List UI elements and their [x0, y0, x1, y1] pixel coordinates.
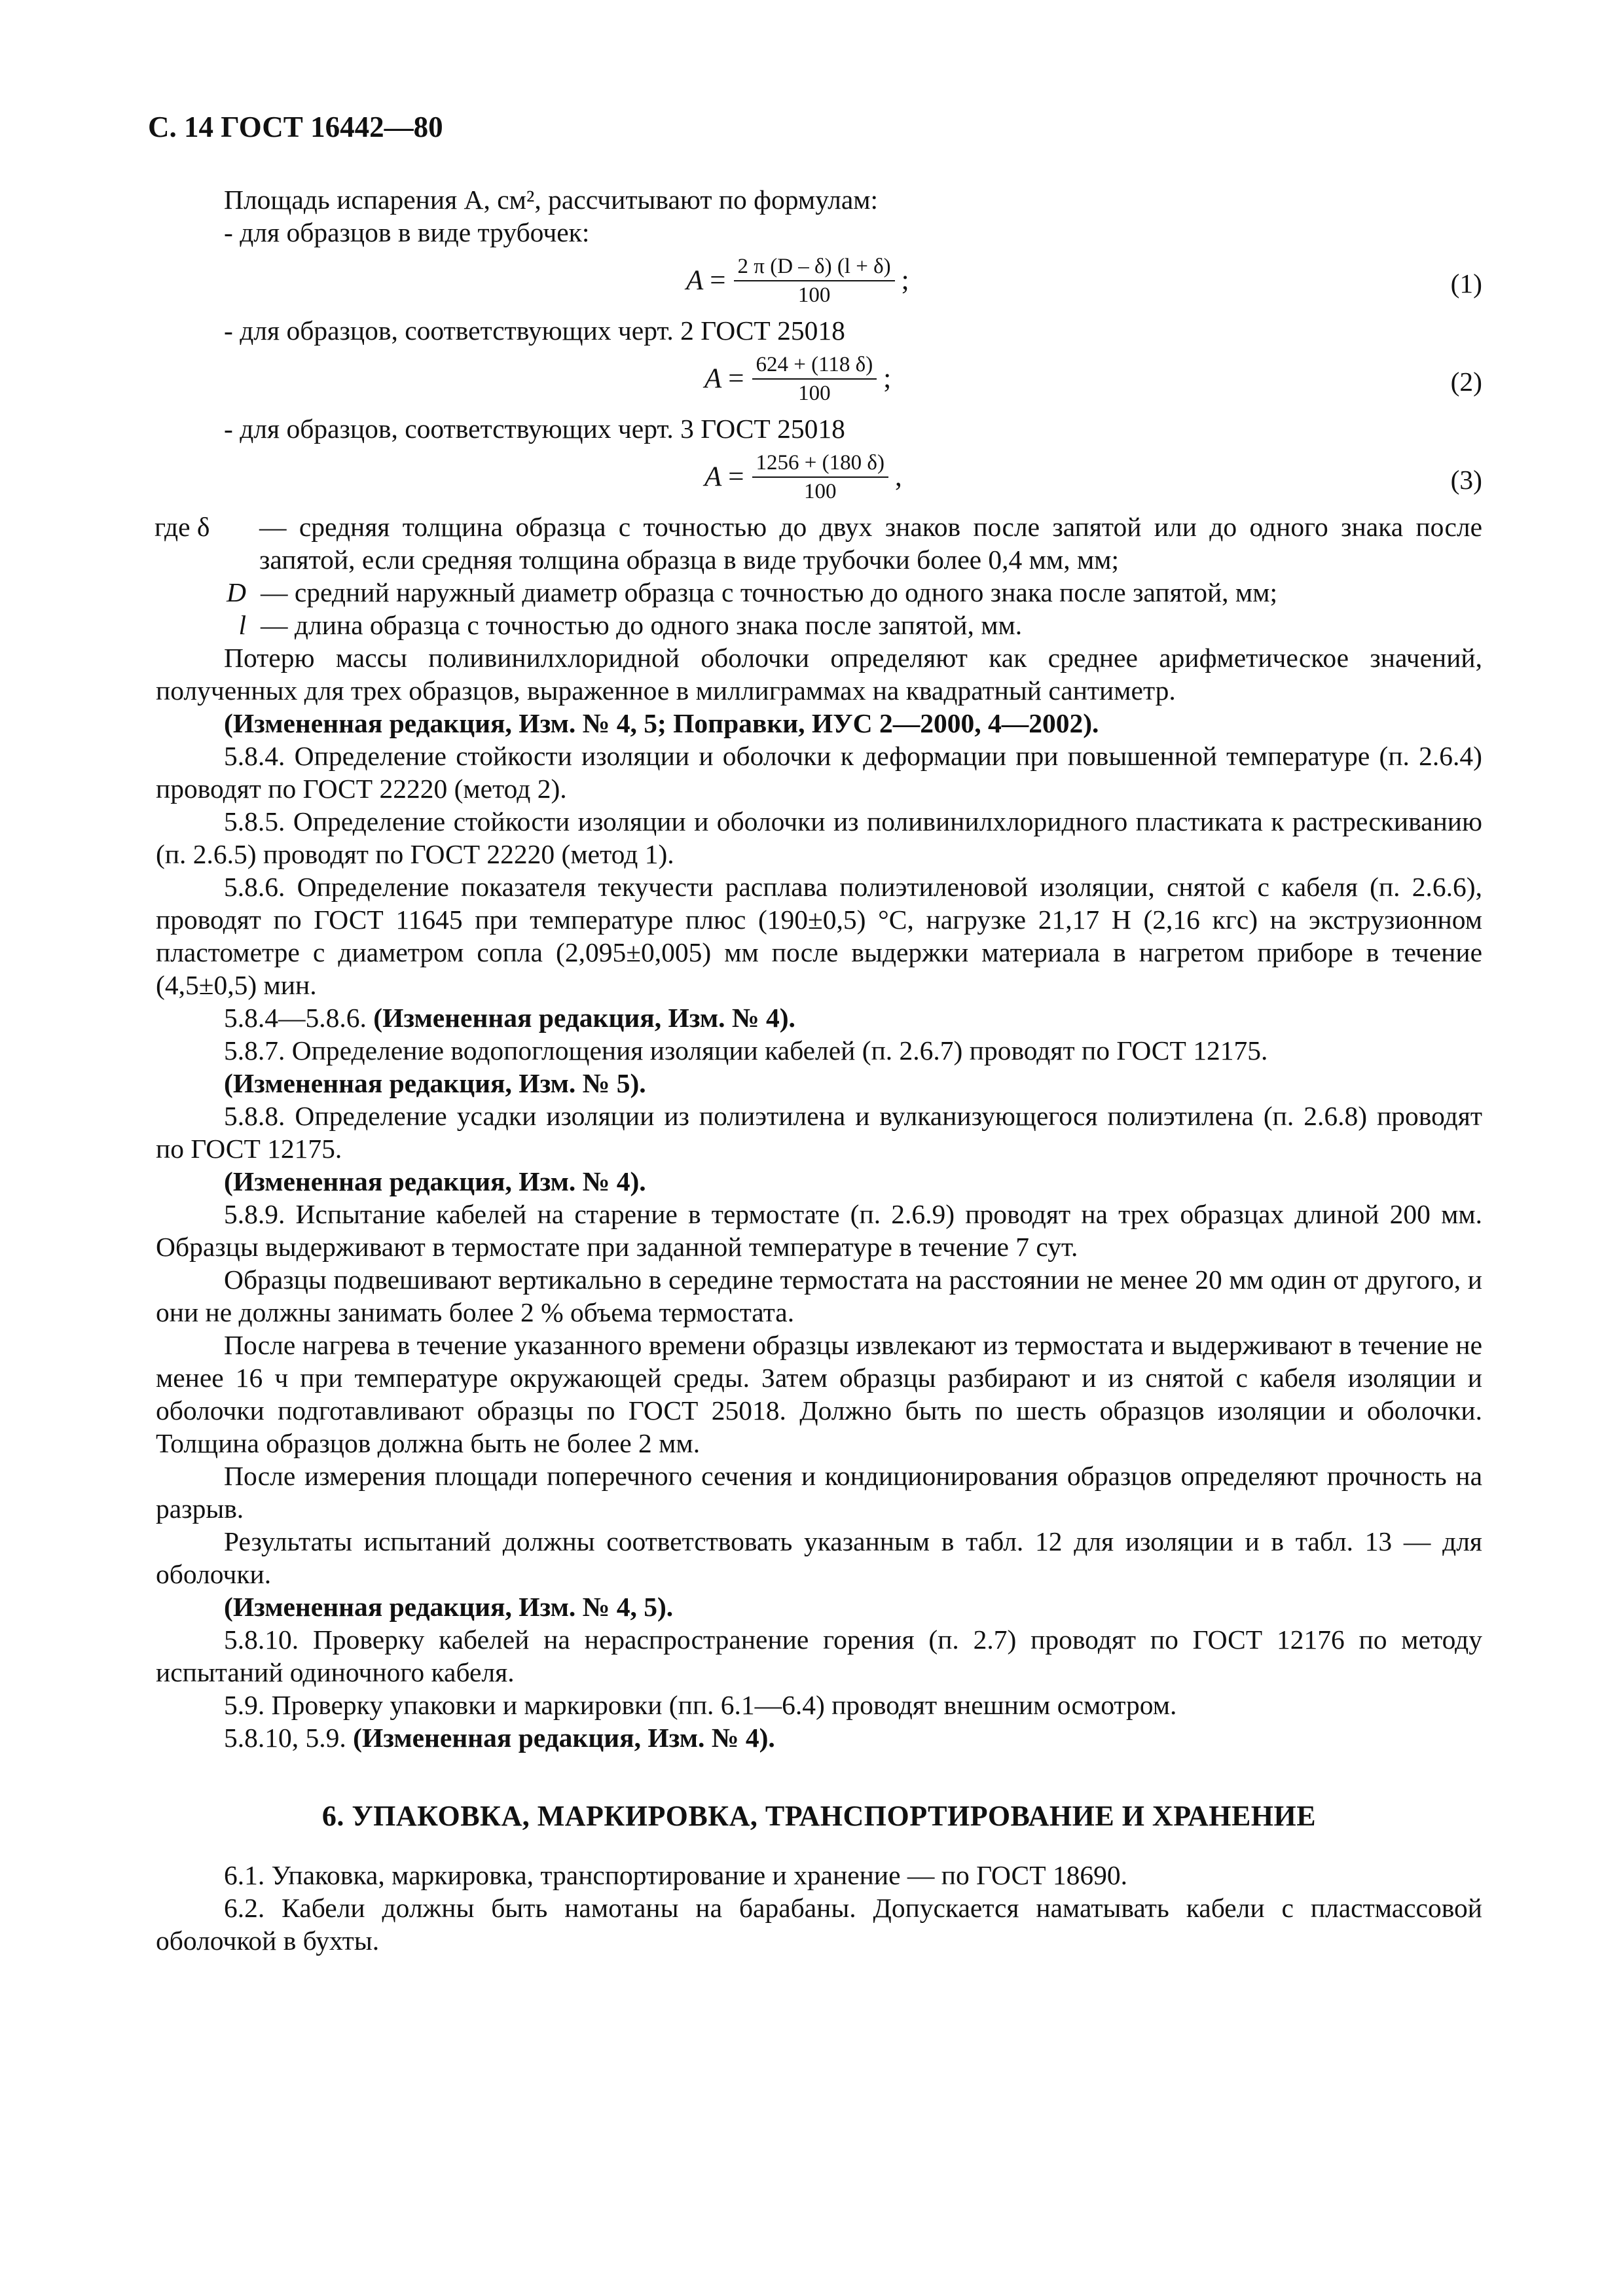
formula-number: (3): [1450, 465, 1482, 495]
definition-text: — длина образца с точностью до одного знака после запятой, мм.: [261, 610, 1023, 640]
paragraphs: [156, 641, 1482, 1754]
amendment-note: (Измененная редакция, Изм. № 4).: [224, 1166, 646, 1196]
clause-ref: 5.8.10, 5.9.: [224, 1723, 354, 1753]
definition-text: — средняя толщина образца с точностью до двух знаков после запятой или до одного знака после запятой, если средняя толщина образца в виде трубочки более 0,4 мм, мм;: [259, 512, 1482, 575]
formula-1: [156, 249, 1482, 314]
amendment-note: (Измененная редакция, Изм. № 4).: [373, 1003, 795, 1033]
definition-text: — средний наружный диаметр образца с точностью до одного знака после запятой, мм;: [261, 577, 1277, 607]
formula-eq: =: [710, 265, 726, 296]
formula-number: (1): [1450, 268, 1482, 298]
definitions: [156, 511, 1482, 641]
formula-3: [156, 445, 1482, 511]
paragraph: Образцы подвешивают вертикально в середине термостата на расстоянии не менее 20 мм один от другого, и они не должны занимать более 2 % объема термостата.: [156, 1265, 1482, 1327]
paragraph: 5.8.10. Проверку кабелей на нераспространение горения (п. 2.7) проводят по ГОСТ 12176 по методу испытаний одиночного кабеля.: [156, 1624, 1482, 1687]
paragraph: После нагрева в течение указанного времени образцы извлекают из термостата и выдерживают в течение не менее 16 ч при температуре окружающей среды. Затем образцы разбирают и из снятой с кабеля изоляции и оболочки подготавливают образцы по ГОСТ 25018. Должно быть по шесть образцов изоляции и оболочки. Толщина образцов должна быть не более 2 мм.: [156, 1330, 1482, 1458]
formula-lhs: A: [704, 363, 722, 394]
list-item: - для образцов, соответствующих черт. 2 ГОСТ 25018: [224, 315, 845, 346]
paragraph: 5.9. Проверку упаковки и маркировки (пп. 6.1—6.4) проводят внешним осмотром.: [224, 1690, 1177, 1720]
paragraph: 5.8.9. Испытание кабелей на старение в термостате (п. 2.6.9) проводят на трех образцах длиной 200 мм. Образцы выдерживают в термостате при заданной температуре в течение 7 сут.: [156, 1199, 1482, 1262]
fraction: [752, 450, 888, 504]
paragraph: [156, 1721, 1482, 1754]
definition-symbol: D: [227, 577, 246, 607]
paragraph: [156, 1001, 1482, 1034]
formula-punct: ,: [894, 461, 902, 492]
amendment-note: (Измененная редакция, Изм. № 5).: [224, 1068, 646, 1098]
formula-punct: ;: [883, 363, 892, 394]
paragraph: 5.8.5. Определение стойкости изоляции и оболочки из поливинилхлоридного пластиката к растрескиванию (п. 2.6.5) проводят по ГОСТ 22220 (метод 1).: [156, 806, 1482, 869]
amendment-note: (Измененная редакция, Изм. № 4, 5).: [224, 1592, 674, 1622]
definition-row: [156, 576, 1482, 609]
formula-punct: ;: [901, 265, 909, 296]
fraction-numerator: 624 + (118 δ): [752, 352, 877, 380]
formula-eq: =: [728, 461, 744, 492]
paragraph: 6.2. Кабели должны быть намотаны на барабаны. Допускается наматывать кабели с пластмассовой оболочкой в бухты.: [156, 1893, 1482, 1956]
section-title: 6. УПАКОВКА, МАРКИРОВКА, ТРАНСПОРТИРОВАНИЕ И ХРАНЕНИЕ: [321, 1800, 1317, 1832]
paragraph: Результаты испытаний должны соответствовать указанным в табл. 12 для изоляции и в табл. 13 — для оболочки.: [156, 1526, 1482, 1589]
paragraph: 5.8.8. Определение усадки изоляции из полиэтилена и вулканизующегося полиэтилена (п. 2.6.8) проводят по ГОСТ 12175.: [156, 1101, 1482, 1164]
list-item: - для образцов в виде трубочек:: [224, 217, 590, 247]
clause-ref: 5.8.4—5.8.6.: [224, 1003, 374, 1033]
formula-2: [156, 347, 1482, 412]
paragraph: После измерения площади поперечного сечения и кондиционирования образцов определяют прочность на разрыв.: [156, 1461, 1482, 1524]
fraction-denominator: 100: [797, 283, 831, 307]
fraction-denominator: 100: [798, 382, 831, 405]
fraction-denominator: 100: [803, 480, 837, 503]
fraction-numerator: 1256 + (180 δ): [752, 450, 888, 478]
amendment-note: (Измененная редакция, Изм. № 4).: [353, 1723, 775, 1753]
paragraph: 5.8.6. Определение показателя текучести расплава полиэтиленовой изоляции, снятой с кабеля (п. 2.6.6), проводят по ГОСТ 11645 при температуре плюс (190±0,5) °С, нагрузке 21,17 Н (2,16 кгс) на экструзионном пластометре с диаметром сопла (2,095±0,005) мм после выдержки материала в нагретом приборе в течение (4,5±0,5) мин.: [156, 872, 1482, 1000]
page-content: [156, 183, 1482, 1957]
fraction: [734, 254, 895, 308]
fraction-numerator: 2 π (D – δ) (l + δ): [734, 254, 895, 281]
definition-symbol: l: [238, 610, 246, 640]
paragraph: 6.1. Упаковка, маркировка, транспортирование и хранение — по ГОСТ 18690.: [224, 1860, 1128, 1890]
formula-eq: =: [728, 363, 744, 394]
fraction: [752, 352, 877, 406]
paragraph: Потерю массы поливинилхлоридной оболочки определяют как среднее арифметическое значений, полученных для трех образцов, выраженное в миллиграммах на квадратный сантиметр.: [156, 643, 1482, 706]
paragraph: 5.8.7. Определение водопоглощения изоляции кабелей (п. 2.6.7) проводят по ГОСТ 12175.: [224, 1035, 1268, 1066]
formula-lhs: A: [686, 265, 704, 296]
intro-line: Площадь испарения A, см², рассчитывают по формулам:: [224, 185, 879, 215]
paragraph: 5.8.4. Определение стойкости изоляции и оболочки к деформации при повышенной температуре (п. 2.6.4) проводят по ГОСТ 22220 (метод 2).: [156, 741, 1482, 804]
list-item: - для образцов, соответствующих черт. 3 ГОСТ 25018: [224, 414, 845, 444]
definition-row: [156, 609, 1482, 641]
definition-symbol: где δ: [155, 512, 210, 542]
amendment-note: (Измененная редакция, Изм. № 4, 5; Поправки, ИУС 2—2000, 4—2002).: [224, 708, 1099, 738]
formula-lhs: A: [704, 461, 722, 492]
page-header: С. 14 ГОСТ 16442—80: [148, 111, 443, 143]
definition-row: [156, 511, 1482, 576]
formula-number: (2): [1450, 367, 1482, 397]
